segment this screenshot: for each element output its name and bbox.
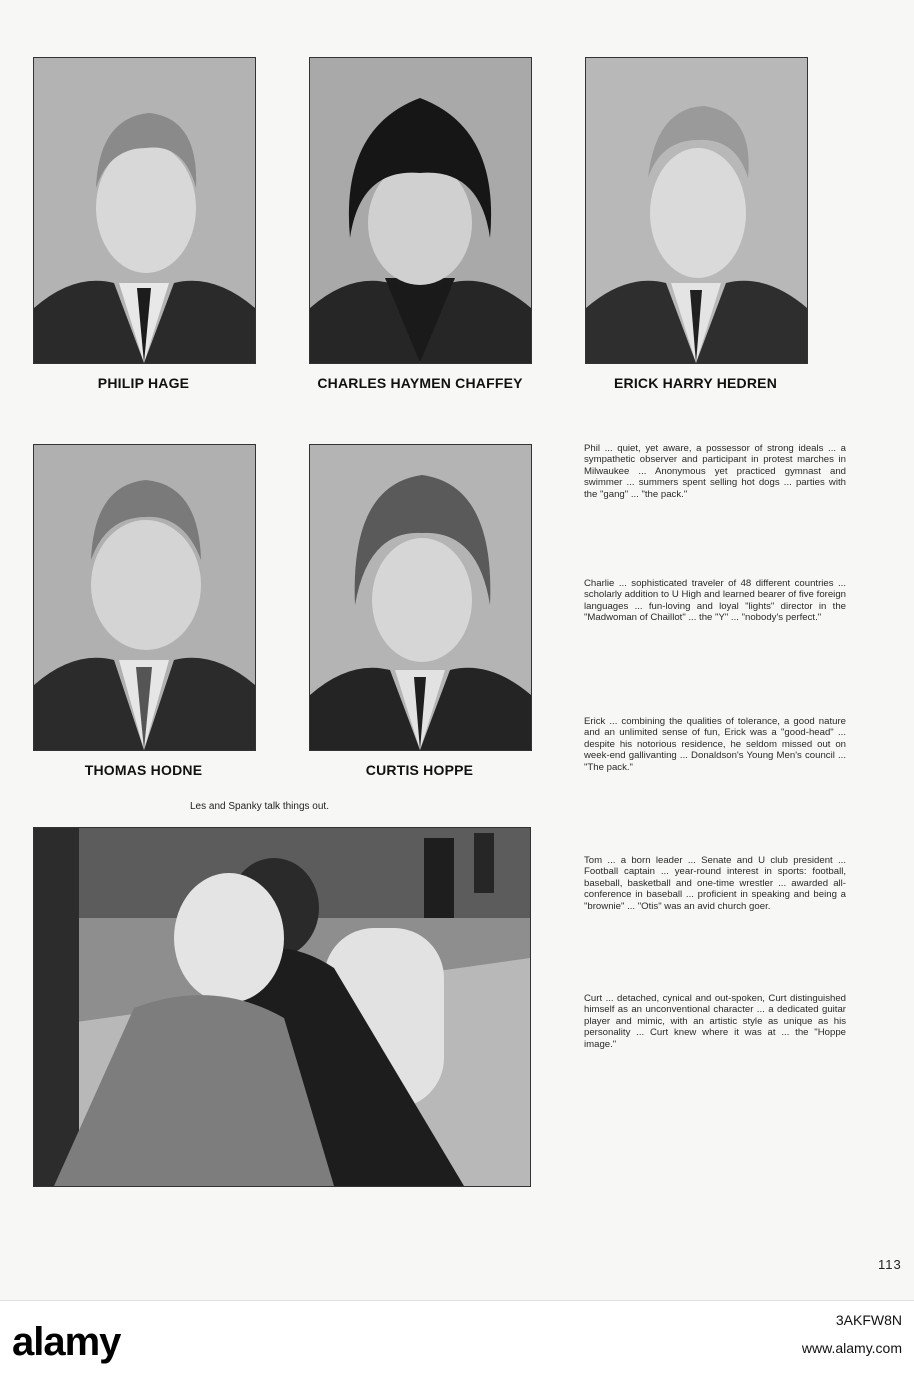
bio-philip-hage: Phil ... quiet, yet aware, a possessor of strong ideals ... a sympathetic observer and participant in protest marches in Milwaukee ... Anonymous yet practiced gymnast and swimmer ... summers spent selling hot dogs ... parties with the "gang" ... "the pack."	[584, 443, 846, 500]
portrait-name-erick-hedren: ERICK HARRY HEDREN	[613, 375, 778, 391]
bio-thomas-hodne: Tom ... a born leader ... Senate and U club president ... Football captain ... year-round interest in sports: football, baseball, basketball and one-time wrestler ... awarded all-conference in baseball ... proficient in speaking and being a "brownie" ... "Otis" was an avid church goer.	[584, 855, 846, 912]
portrait-name-charles-chaffey: CHARLES HAYMEN CHAFFEY	[317, 375, 523, 391]
portrait-name-philip-hage: PHILIP HAGE	[97, 375, 190, 391]
image-code: 3AKFW8N	[835, 1312, 902, 1328]
portrait-photo-philip-hage	[33, 57, 256, 364]
candid-photo-les-and-spanky	[33, 827, 531, 1187]
page-number: 113	[878, 1257, 902, 1272]
stock-footer	[0, 1300, 914, 1390]
bio-curtis-hoppe: Curt ... detached, cynical and out-spoken, Curt distinguished himself as an unconventional character ... a dedicated guitar player and mimic, with an artistic style as unique as his personality ... Curt knew where it was at ... the "Hoppe image."	[584, 993, 846, 1050]
footer-divider	[0, 1300, 914, 1301]
bio-erick-hedren: Erick ... combining the qualities of tolerance, a good nature and an unlimited sense of fun, Erick was a "good-head" ... despite his notorious residence, he seldom missed out on week-end gallivanting ... Donaldson's Young Men's council ... "The pack."	[584, 716, 846, 773]
portrait-name-curtis-hoppe: CURTIS HOPPE	[365, 762, 474, 778]
portrait-name-thomas-hodne: THOMAS HODNE	[84, 762, 203, 778]
alamy-logo[interactable]: alamy	[12, 1320, 121, 1364]
photo-caption: Les and Spanky talk things out.	[190, 801, 329, 812]
portrait-photo-thomas-hodne	[33, 444, 256, 751]
bio-charles-chaffey: Charlie ... sophisticated traveler of 48 different countries ... scholarly addition to U High and learned bearer of five foreign languages ... fun-loving and loyal "lights" director in the "Madwoman of Chaillot" ... the "Y" ... "nobody's perfect."	[584, 578, 846, 624]
footer-url[interactable]: www.alamy.com	[801, 1340, 902, 1356]
portrait-photo-charles-chaffey	[309, 57, 532, 364]
portrait-photo-curtis-hoppe	[309, 444, 532, 751]
portrait-photo-erick-hedren	[585, 57, 808, 364]
